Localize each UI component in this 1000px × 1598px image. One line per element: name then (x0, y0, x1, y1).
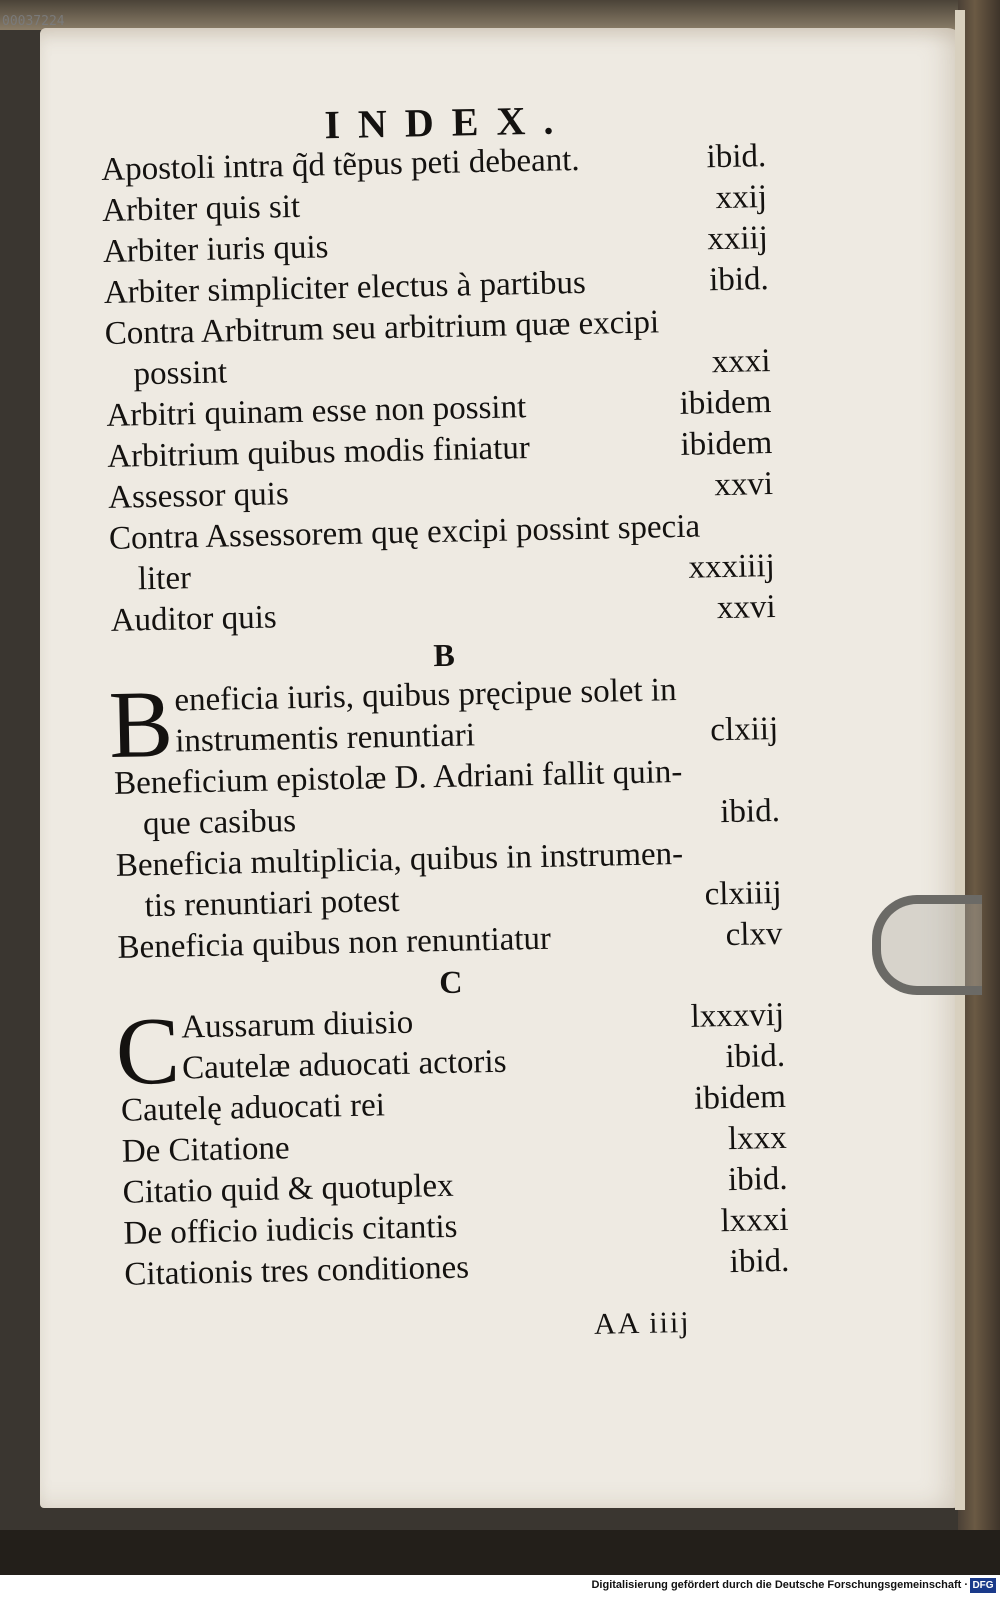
entry-text: Beneficia quibus non renuntiatur (117, 920, 552, 966)
index-entry (109, 505, 776, 601)
entry-text: Beneficium epistolæ D. Adriani fallit quin- (113, 753, 683, 802)
page-clip (872, 895, 982, 995)
entry-text: Arbiter quis sit (101, 188, 301, 229)
entry-ref: ibidem (693, 1078, 787, 1117)
entry-ref: clxiij (709, 710, 779, 749)
entry-continuation: liter (137, 560, 192, 598)
index-text (100, 94, 791, 1352)
entry-ref: xxvi (716, 588, 776, 627)
entry-ref: xxij (715, 179, 768, 217)
entry-ref: clxv (725, 915, 783, 954)
entry-ref: lxxxi (720, 1201, 789, 1240)
entry-ref: ibid. (708, 261, 770, 299)
page-heading: INDEX. (323, 97, 572, 148)
section-letter: B (432, 636, 456, 674)
entry-ref: xxiij (706, 220, 769, 258)
entry-ref: ibidem (680, 425, 773, 463)
entry-ref: ibidem (679, 384, 772, 422)
entry-text: Arbiter simpliciter electus à partibus (103, 264, 587, 311)
entry-ref: lxxxvij (690, 996, 785, 1035)
entry-text: Arbiter iuris quis (102, 229, 329, 270)
entry-ref: ibid. (719, 792, 781, 831)
page-edge (955, 10, 965, 1510)
entry-ref: xxvi (713, 465, 774, 504)
entry-text: Cautelæ aduocati actoris (181, 1043, 507, 1087)
entry-continuation: tis renuntiari potest (144, 882, 400, 925)
entry-text: Aussarum diuisio (180, 1004, 414, 1046)
entry-continuation: instrumentis renuntiari (174, 717, 476, 760)
section-letter: C (438, 963, 463, 1001)
drop-initial: B (107, 669, 175, 778)
index-entry (115, 832, 782, 928)
entry-text: Contra Arbitrum seu arbitrium quæ excipi (104, 304, 660, 352)
index-entry (114, 750, 781, 846)
entry-text: Citatio quid & quotuplex (122, 1167, 454, 1211)
footer-credit: Digitalisierung gefördert durch die Deutsche Forschungsgemeinschaft · (591, 1579, 968, 1591)
entry-ref: xxxiiij (688, 547, 776, 586)
entry-continuation: possint (133, 354, 228, 393)
entry-ref: ibid. (706, 138, 767, 176)
index-entry (104, 300, 771, 396)
index-section-b (107, 628, 783, 969)
entry-text: Apostoli intra q̃d tẽpus peti debeant. (100, 141, 580, 188)
book-top-edge (0, 0, 1000, 30)
index-section-a (101, 136, 776, 642)
signature-mark: AA iiij (593, 1305, 691, 1341)
entry-ref: ibid. (729, 1242, 790, 1281)
entry-continuation: que casibus (142, 803, 297, 843)
entry-text: Arbitrium quibus modis finiatur (106, 430, 531, 475)
dfg-logo: DFG (970, 1578, 996, 1593)
entry-ref: lxxx (727, 1119, 788, 1158)
entry-ref: ibid. (727, 1160, 788, 1199)
entry-text: Citationis tres conditiones (124, 1249, 470, 1293)
entry-text: Cautelę aduocati rei (120, 1087, 386, 1129)
entry-text: Auditor quis (110, 599, 278, 639)
entry-text: Beneficia multiplicia, quibus in instrumen- (115, 835, 684, 884)
scan-id-label: 00037224 (2, 14, 65, 29)
entry-ref: xxxi (711, 343, 771, 381)
entry-ref: clxiiij (704, 874, 782, 913)
entry-text: Assessor quis (107, 476, 290, 516)
entry-text: Contra Assessorem quę excipi possint specia (108, 508, 701, 557)
index-section-c (114, 955, 790, 1296)
entry-text: eneficia iuris, quibus pręcipue solet in (174, 672, 677, 719)
entry-text: De officio iudicis citantis (123, 1208, 458, 1252)
entry-ref: ibid. (725, 1037, 786, 1076)
entry-text: De Citatione (121, 1130, 290, 1170)
entry-text: Arbitri quinam esse non possint (106, 389, 527, 434)
drop-initial: C (114, 996, 181, 1105)
